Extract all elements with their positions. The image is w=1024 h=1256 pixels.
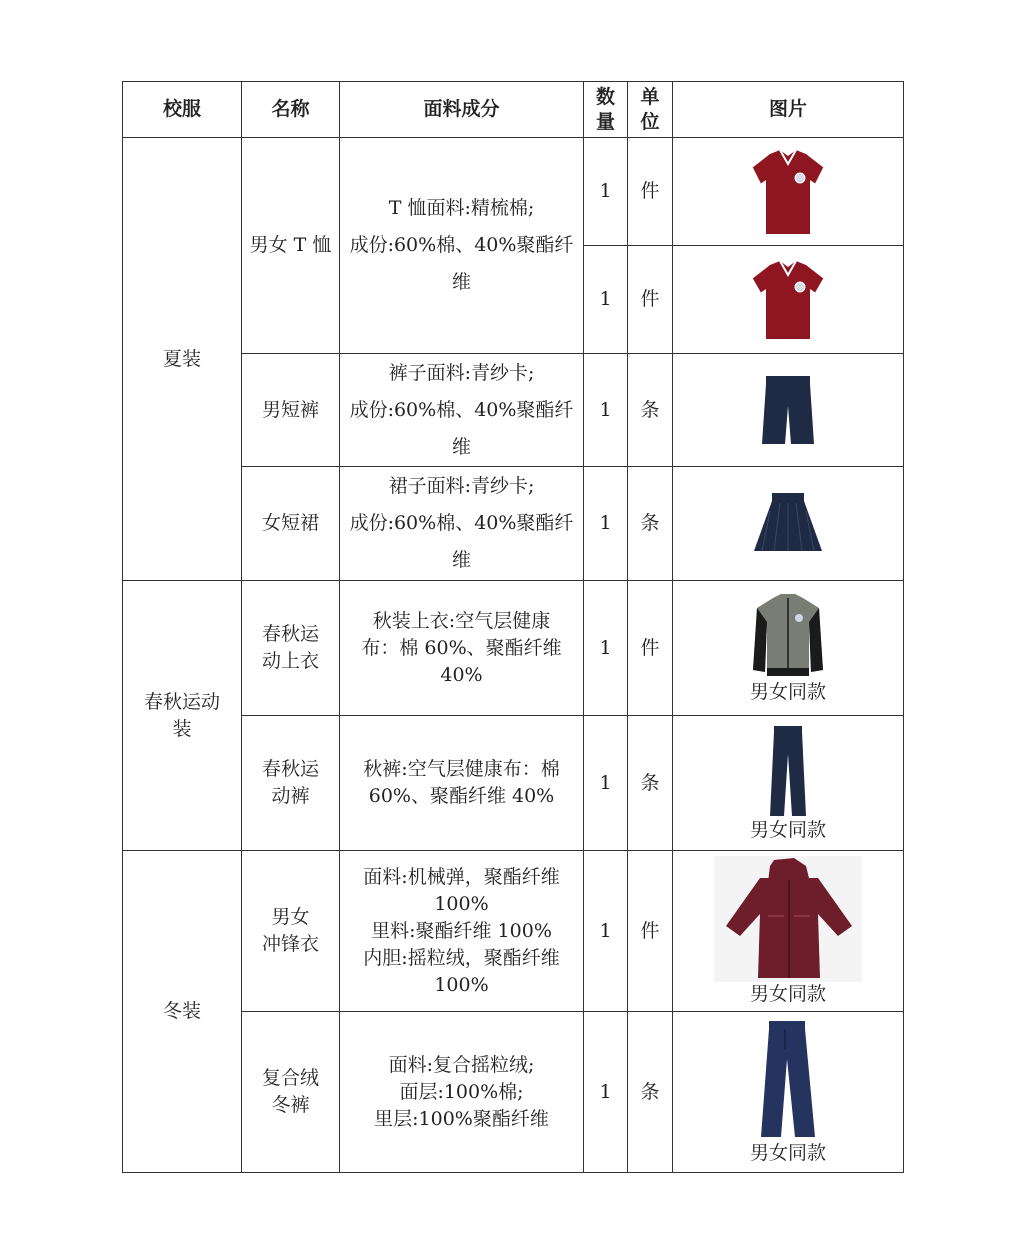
table-row: [123, 581, 904, 716]
item-caption: 男女同款: [749, 819, 826, 841]
group-spring-autumn: 春秋运动 装: [123, 581, 242, 851]
item-fabric: 面料:复合摇粒绒; 面层:100%棉; 里层:100%聚酯纤维: [340, 1012, 584, 1173]
table-row: [123, 138, 904, 246]
shorts-image: [760, 374, 816, 446]
item-name: 复合绒 冬裤: [242, 1012, 340, 1173]
item-name: 男女 冲锋衣: [242, 851, 340, 1012]
item-unit: 条: [628, 467, 673, 581]
item-qty: 1: [584, 716, 628, 851]
item-qty: 1: [584, 354, 628, 467]
header-row: [123, 82, 904, 138]
item-qty: 1: [584, 851, 628, 1012]
polo-shirt-image: [748, 257, 828, 343]
item-name: 春秋运 动上衣: [242, 581, 340, 716]
item-fabric: 秋装上衣:空气层健康 布：棉 60%、聚酯纤维 40%: [340, 581, 584, 716]
winter-pants-image: [755, 1019, 821, 1141]
group-winter: 冬装: [123, 851, 242, 1173]
item-unit: 件: [628, 851, 673, 1012]
item-unit: 条: [628, 716, 673, 851]
item-name: 春秋运 动裤: [242, 716, 340, 851]
item-picture: [673, 581, 904, 716]
item-caption: 男女同款: [749, 983, 826, 1005]
item-fabric: 裙子面料:青纱卡; 成份:60%棉、40%聚酯纤 维: [340, 467, 584, 581]
uniform-table: [122, 81, 904, 1173]
windbreaker-image: [714, 856, 862, 982]
item-caption: 男女同款: [749, 1142, 826, 1164]
item-qty: 1: [584, 1012, 628, 1173]
skirt-image: [752, 491, 824, 557]
group-summer: 夏装: [123, 138, 242, 581]
item-unit: 件: [628, 246, 673, 354]
item-picture: [673, 467, 904, 581]
track-pants-image: [768, 724, 808, 818]
item-fabric: 面料:机械弹，聚酯纤维 100% 里料:聚酯纤维 100% 内胆:摇粒绒，聚酯纤维 100%: [340, 851, 584, 1012]
item-qty: 1: [584, 581, 628, 716]
item-qty: 1: [584, 138, 628, 246]
item-picture: [673, 851, 904, 1012]
item-fabric: 秋裤:空气层健康布：棉 60%、聚酯纤维 40%: [340, 716, 584, 851]
item-picture: [673, 246, 904, 354]
table-row: [123, 851, 904, 1012]
sport-jacket-image: [751, 592, 825, 680]
item-name: 男女 T 恤: [242, 138, 340, 354]
item-name: 女短裙: [242, 467, 340, 581]
item-unit: 条: [628, 1012, 673, 1173]
polo-shirt-image: [748, 146, 828, 238]
item-caption: 男女同款: [749, 681, 826, 703]
item-fabric: T 恤面料:精梳棉; 成份:60%棉、40%聚酯纤 维: [340, 138, 584, 354]
item-picture: [673, 138, 904, 246]
item-unit: 件: [628, 581, 673, 716]
header-qty: 数 量: [584, 82, 628, 138]
item-unit: 条: [628, 354, 673, 467]
item-qty: 1: [584, 246, 628, 354]
item-name: 男短裤: [242, 354, 340, 467]
header-name: 名称: [242, 82, 340, 138]
item-qty: 1: [584, 467, 628, 581]
item-fabric: 裤子面料:青纱卡; 成份:60%棉、40%聚酯纤 维: [340, 354, 584, 467]
item-picture: [673, 716, 904, 851]
header-picture: 图片: [673, 82, 904, 138]
item-picture: [673, 354, 904, 467]
header-fabric: 面料成分: [340, 82, 584, 138]
header-uniform: 校服: [123, 82, 242, 138]
header-unit: 单 位: [628, 82, 673, 138]
item-picture: [673, 1012, 904, 1173]
item-unit: 件: [628, 138, 673, 246]
